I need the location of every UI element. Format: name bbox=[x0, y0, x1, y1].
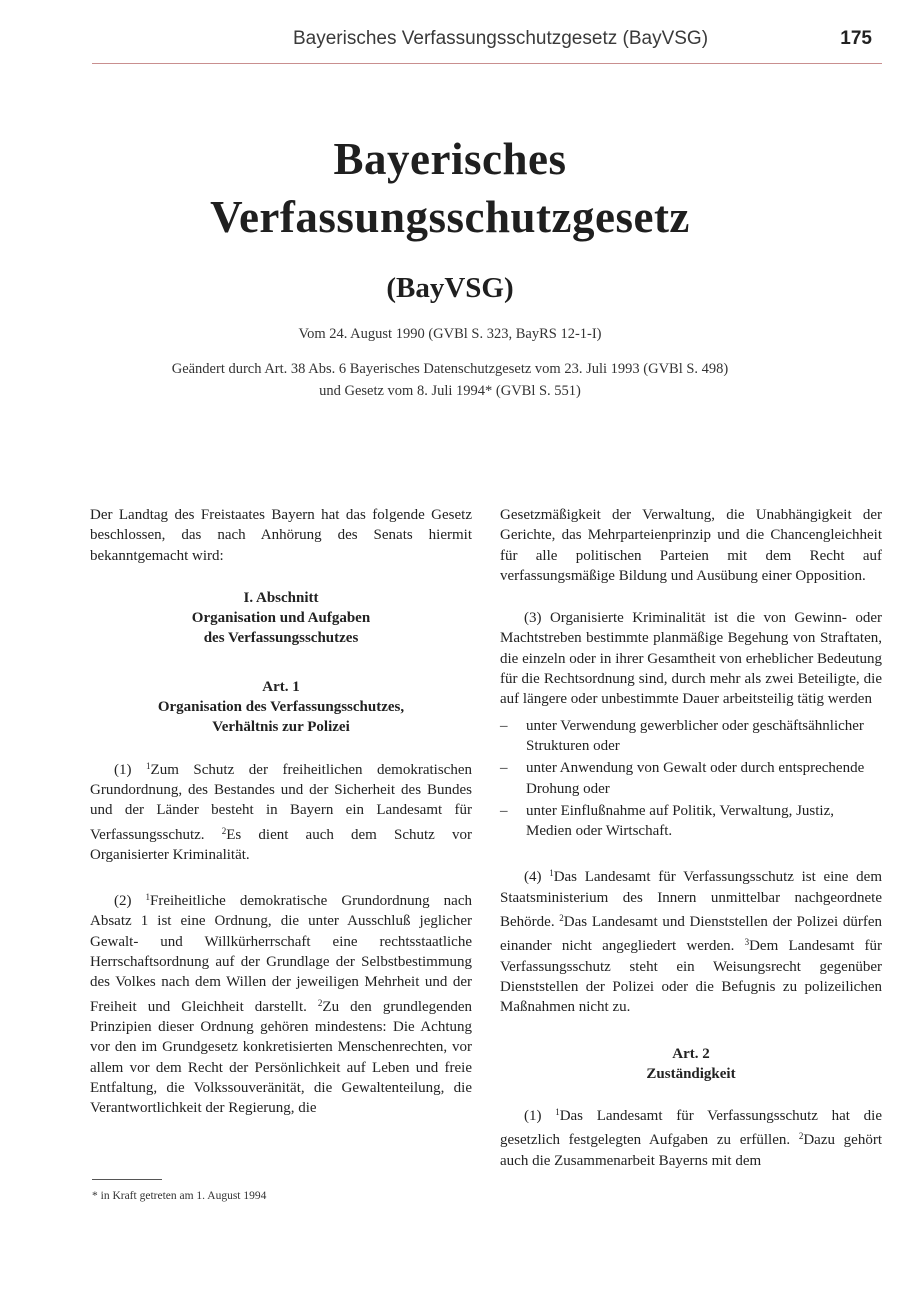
title-block bbox=[0, 130, 900, 402]
sentence-number: 2 bbox=[559, 913, 564, 924]
criteria-list bbox=[500, 716, 882, 842]
sentence-number: 2 bbox=[221, 825, 227, 836]
sentence-number: 2 bbox=[798, 1131, 804, 1142]
document-title-line-1: Bayerisches bbox=[333, 134, 567, 184]
article-2-heading bbox=[500, 1044, 882, 1085]
section-title-line-1: Organisation und Aufgaben bbox=[191, 610, 371, 627]
article-1-paragraph-3: (3) Organisierte Kriminalität ist die von Gewinn- oder Machtstreben bestimmte planmäßige Begehung von Straftaten, die einzeln oder in ihrer Gesamtheit von erheblicher Bedeutung für die Rechtsordnung sind, durch mehr als zwei Beteiligte, die auf längere oder unbestimmte Dauer arbeitsteilig tätig werden bbox=[500, 610, 882, 708]
list-item: – unter Verwendung gewerblicher oder geschäftsähnlicher Strukturen oder bbox=[500, 716, 882, 757]
sentence-number: 3 bbox=[744, 937, 750, 948]
document-abbreviation: (BayVSG) bbox=[386, 272, 514, 304]
sentence-number: 1 bbox=[549, 868, 554, 879]
amendment-line-1: Geändert durch Art. 38 Abs. 6 Bayerisches Datenschutzgesetz vom 23. Juli 1993 (GVBl S. 498) bbox=[171, 361, 729, 377]
running-header bbox=[90, 22, 878, 58]
article-2-paragraph-1 bbox=[500, 1102, 882, 1171]
article-1-paragraph-4 bbox=[500, 863, 882, 1017]
article-1-number: Art. 1 bbox=[262, 678, 300, 695]
sentence-text: Zu den grundlegenden Prinzipien dieser Ordnung gehören mindestens: Die Achtung vor den im Grundgesetz konkretisierten Menschenrechten, vor allem vor dem Recht der Persönlichkeit auf Leben und freie Entfaltung, die Volkssouveränität, die Gewaltenteilung, die Verantwortlichkeit der Regierung, die bbox=[90, 998, 472, 1117]
article-1-heading bbox=[90, 677, 472, 738]
article-1-title-line-1: Organisation des Verfassungsschutzes, bbox=[157, 699, 405, 716]
sentence-number: 1 bbox=[145, 892, 151, 903]
page-number: 175 bbox=[840, 28, 872, 49]
header-rule bbox=[92, 63, 882, 64]
sentence-text: Zum Schutz der freiheitlichen demokratischen Grundordnung, des Bestandes und der Sicherheit des Bundes und der Länder besteht in Bayern ein Landesamt für Verfassungsschutz. bbox=[90, 761, 472, 843]
paragraph-number: (2) bbox=[114, 893, 146, 910]
paragraph-number: (1) bbox=[524, 1108, 556, 1125]
paragraph-number: (1) bbox=[114, 761, 147, 778]
footnote: * in Kraft getreten am 1. August 1994 bbox=[92, 1190, 267, 1202]
section-title-line-2: des Verfassungsschutzes bbox=[203, 630, 359, 647]
paragraph-number: (4) bbox=[524, 869, 550, 886]
article-1-paragraph-2 bbox=[90, 887, 472, 1118]
sentence-text: Freiheitliche demokratische Grundordnung nach Absatz 1 ist eine Ordnung, die unter Ausschluß jeglicher Gewalt- und Willkürherrschaft eine rechtsstaatliche Herrschaftsordnung auf der Grundlage der Selbstbestimmung des Volkes nach dem Willen der jeweiligen Mehrheit und der Freiheit und Gleichheit darstellt. bbox=[90, 893, 472, 1015]
article-2-title: Zuständigkeit bbox=[646, 1065, 736, 1082]
article-1-title-line-2: Verhältnis zur Polizei bbox=[212, 719, 350, 736]
section-number: I. Abschnitt bbox=[243, 589, 319, 606]
running-title: Bayerisches Verfassungsschutzgesetz (BayVSG) bbox=[293, 28, 709, 49]
sentence-text: Es dient auch dem Schutz vor Organisierter Kriminalität. bbox=[90, 826, 472, 863]
amendment-line-2: und Gesetz vom 8. Juli 1994* (GVBl S. 551) bbox=[319, 383, 581, 399]
right-column bbox=[500, 505, 882, 1171]
sentence-text: Dazu gehört auch die Zusammenarbeit Bayerns mit dem bbox=[500, 1132, 882, 1169]
article-1-paragraph-2-continued: Gesetzmäßigkeit der Verwaltung, die Unabhängigkeit der Gerichte, das Mehrparteienprinzip und die Chancengleichheit für alle politischen Parteien mit dem Recht auf verfassungsmäßige Bildung und Ausübung einer Opposition. bbox=[500, 507, 882, 584]
sentence-number: 2 bbox=[317, 997, 323, 1008]
document-title-line-2: Verfassungsschutzgesetz bbox=[210, 192, 690, 242]
section-heading bbox=[90, 588, 472, 649]
list-item: – unter Anwendung von Gewalt oder durch entsprechende Drohung oder bbox=[500, 758, 882, 799]
sentence-text: Das Landesamt für Verfassungsschutz ist eine dem Staatsministerium des Innern unmittelbar nachgeordnete Behörde. bbox=[500, 869, 882, 931]
preamble: Der Landtag des Freistaates Bayern hat das folgende Gesetz beschlossen, das nach Anhörung des Senats hiermit bekanntgemacht wird: bbox=[90, 507, 472, 564]
sentence-text: Dem Landesamt für Verfassungsschutz steht ein Weisungsrecht gegenüber Dienststellen der Polizei oder die Befugnis zu polizeilichen Maßnahmen nicht zu. bbox=[500, 938, 882, 1016]
article-1-paragraph-1 bbox=[90, 756, 472, 865]
footnote-rule bbox=[92, 1179, 162, 1180]
sentence-number: 1 bbox=[146, 760, 151, 771]
sentence-text: Das Landesamt und Dienststellen der Polizei dürfen einander nicht angegliedert werden. bbox=[500, 914, 882, 955]
date-line: Vom 24. August 1990 (GVBl S. 323, BayRS 12-1-I) bbox=[298, 326, 602, 342]
sentence-text: Das Landesamt für Verfassungsschutz hat die gesetzlich festgelegten Aufgaben zu erfüllen. bbox=[500, 1108, 882, 1149]
left-column bbox=[90, 505, 472, 1118]
article-2-number: Art. 2 bbox=[672, 1045, 710, 1062]
list-item: – unter Einflußnahme auf Politik, Verwaltung, Justiz, Medien oder Wirtschaft. bbox=[500, 801, 882, 842]
sentence-number: 1 bbox=[555, 1107, 560, 1118]
